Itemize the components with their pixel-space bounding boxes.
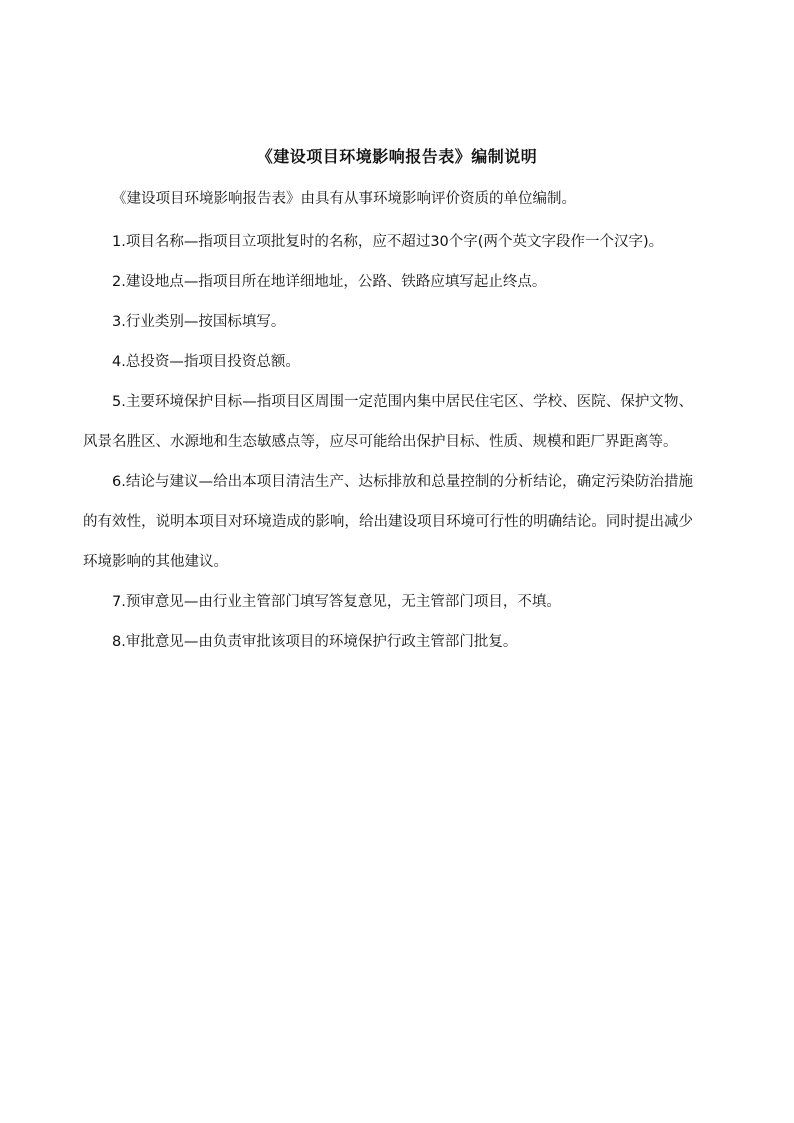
item-2-paragraph: 2.建设地点—指项目所在地详细地址，公路、铁路应填写起止终点。 [112,274,547,290]
item-1-paragraph: 1.项目名称—指项目立项批复时的名称，应不超过30个字(两个英文字段作一个汉字)。 [112,234,664,250]
item-5-paragraph: 5.主要环境保护目标—指项目区周围一定范围内集中居民住宅区、学校、医院、保护文物、风景名胜区、水源地和生态敏感点等，应尽可能给出保护目标、性质、规模和距厂界距离等。 [83,394,693,450]
item-8-paragraph: 8.审批意见—由负责审批该项目的环境保护行政主管部门批复。 [112,634,518,650]
item-7-paragraph: 7.预审意见—由行业主管部门填写答复意见，无主管部门项目，不填。 [112,594,561,610]
item-4-paragraph: 4.总投资—指项目投资总额。 [112,354,300,370]
document-body [83,187,693,211]
document-items [83,222,693,662]
intro-paragraph: 《建设项目环境影响报告表》由具有从事环境影响评价资质的单位编制。 [112,191,576,207]
item-6-paragraph: 6.结论与建议—给出本项目清洁生产、达标排放和总量控制的分析结论，确定污染防治措施的有效性，说明本项目对环境造成的影响，给出建设项目环境可行性的明确结论。同时提出减少环境影响的其他建议。 [83,474,693,570]
item-3-paragraph: 3.行业类别—按国标填写。 [112,314,286,330]
document-title: 《建设项目环境影响报告表》编制说明 [256,147,538,166]
